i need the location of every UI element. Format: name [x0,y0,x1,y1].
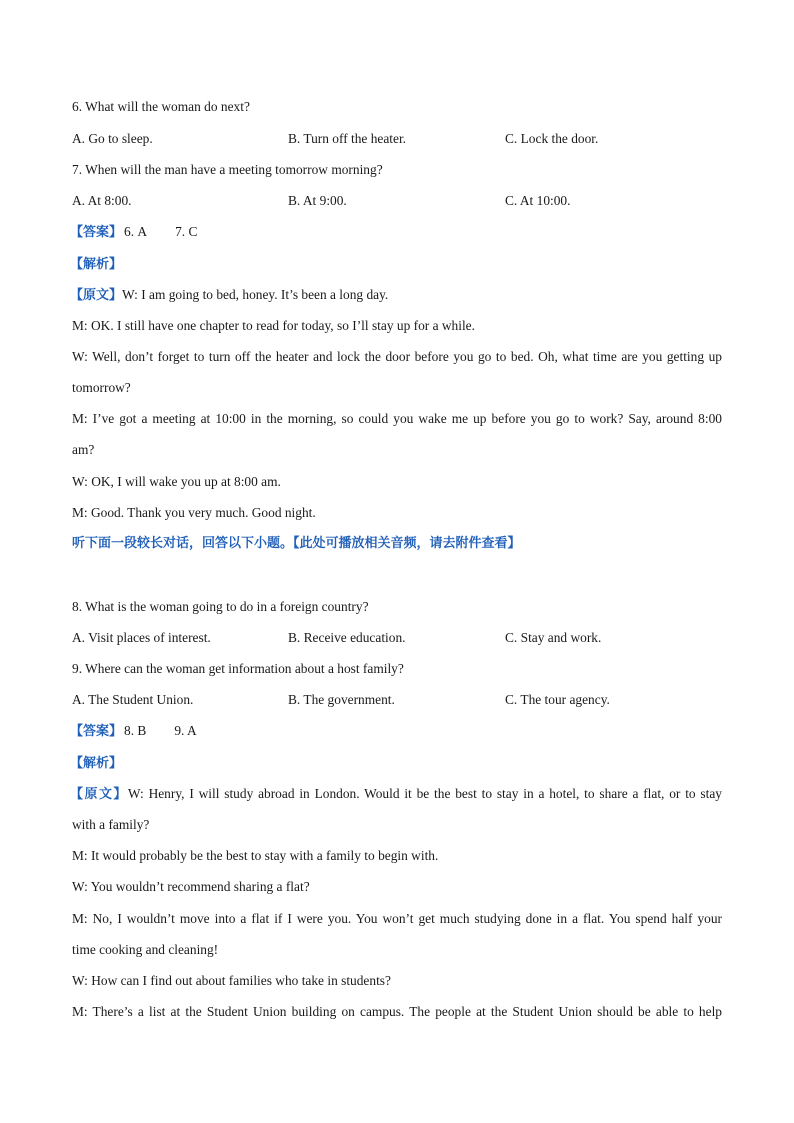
analysis-tag: 【解析】 [70,756,123,771]
transcript-line [70,785,722,804]
transcript-line: M: I’ve got a meeting at 10:00 in the morning, so could you wake me up before you go to work? Say, around 8:00 [72,411,722,426]
analysis-line-2 [70,754,122,773]
q6-option-c: C. Lock the door. [505,131,599,146]
q6-option-b: B. Turn off the heater. [288,131,407,146]
q8-option-c: C. Stay and work. [505,630,602,645]
transcript-line [70,286,388,305]
answer-line-2 [70,722,197,741]
analysis-line-1 [70,255,122,274]
q6-option-a: A. Go to sleep. [72,131,153,146]
analysis-tag: 【解析】 [70,257,123,272]
answer-7: 7. C [175,224,198,239]
transcript-line: M: Good. Thank you very much. Good night. [72,505,316,520]
transcript-text: W: I am going to bed, honey. It’s been a long day. [122,287,389,302]
question-9: 9. Where can the woman get information about a host family? [72,661,404,676]
transcript-line: M: No, I wouldn’t move into a flat if I were you. You won’t get much studying done in a flat. You spend half your [72,911,722,926]
transcript-line: W: How can I find out about families who take in students? [72,973,391,988]
transcript-line: W: You wouldn’t recommend sharing a flat? [72,879,310,894]
transcript-line: M: There’s a list at the Student Union building on campus. The people at the Student Union should be able to help [72,1004,722,1019]
original-text-tag: 【原文】 [70,787,128,802]
transcript-line: W: Well, don’t forget to turn off the heater and lock the door before you go to bed. Oh, what time are you getting up [72,349,722,364]
answer-6: 6. A [124,224,148,239]
transcript-line: M: It would probably be the best to stay with a family to begin with. [72,848,439,863]
transcript-text: W: Henry, I will study abroad in London. Would it be the best to stay in a hotel, to share a flat, or to stay [127,786,722,801]
answer-9: 9. A [174,723,197,738]
transcript-line: time cooking and cleaning! [72,942,219,957]
transcript-line: tomorrow? [72,380,131,395]
answer-tag: 【答案】 [70,225,123,240]
question-7: 7. When will the man have a meeting tomorrow morning? [72,162,383,177]
listening-instruction: 听下面一段较长对话，回答以下小题。【此处可播放相关音频，请去附件查看】 [72,536,521,551]
transcript-line: with a family? [72,817,150,832]
q8-option-a: A. Visit places of interest. [72,630,211,645]
q9-option-a: A. The Student Union. [72,692,194,707]
transcript-line: W: OK, I will wake you up at 8:00 am. [72,474,281,489]
question-8: 8. What is the woman going to do in a foreign country? [72,599,369,614]
q9-option-b: B. The government. [288,692,395,707]
transcript-line: am? [72,442,95,457]
q8-option-b: B. Receive education. [288,630,406,645]
q7-option-b: B. At 9:00. [288,193,347,208]
q7-option-c: C. At 10:00. [505,193,571,208]
answer-tag: 【答案】 [70,724,123,739]
answer-8: 8. B [124,723,147,738]
answer-line-1 [70,223,197,242]
transcript-line: M: OK. I still have one chapter to read for today, so I’ll stay up for a while. [72,318,475,333]
q7-option-a: A. At 8:00. [72,193,132,208]
question-6: 6. What will the woman do next? [72,99,250,114]
q9-option-c: C. The tour agency. [505,692,610,707]
original-text-tag: 【原文】 [70,288,123,303]
